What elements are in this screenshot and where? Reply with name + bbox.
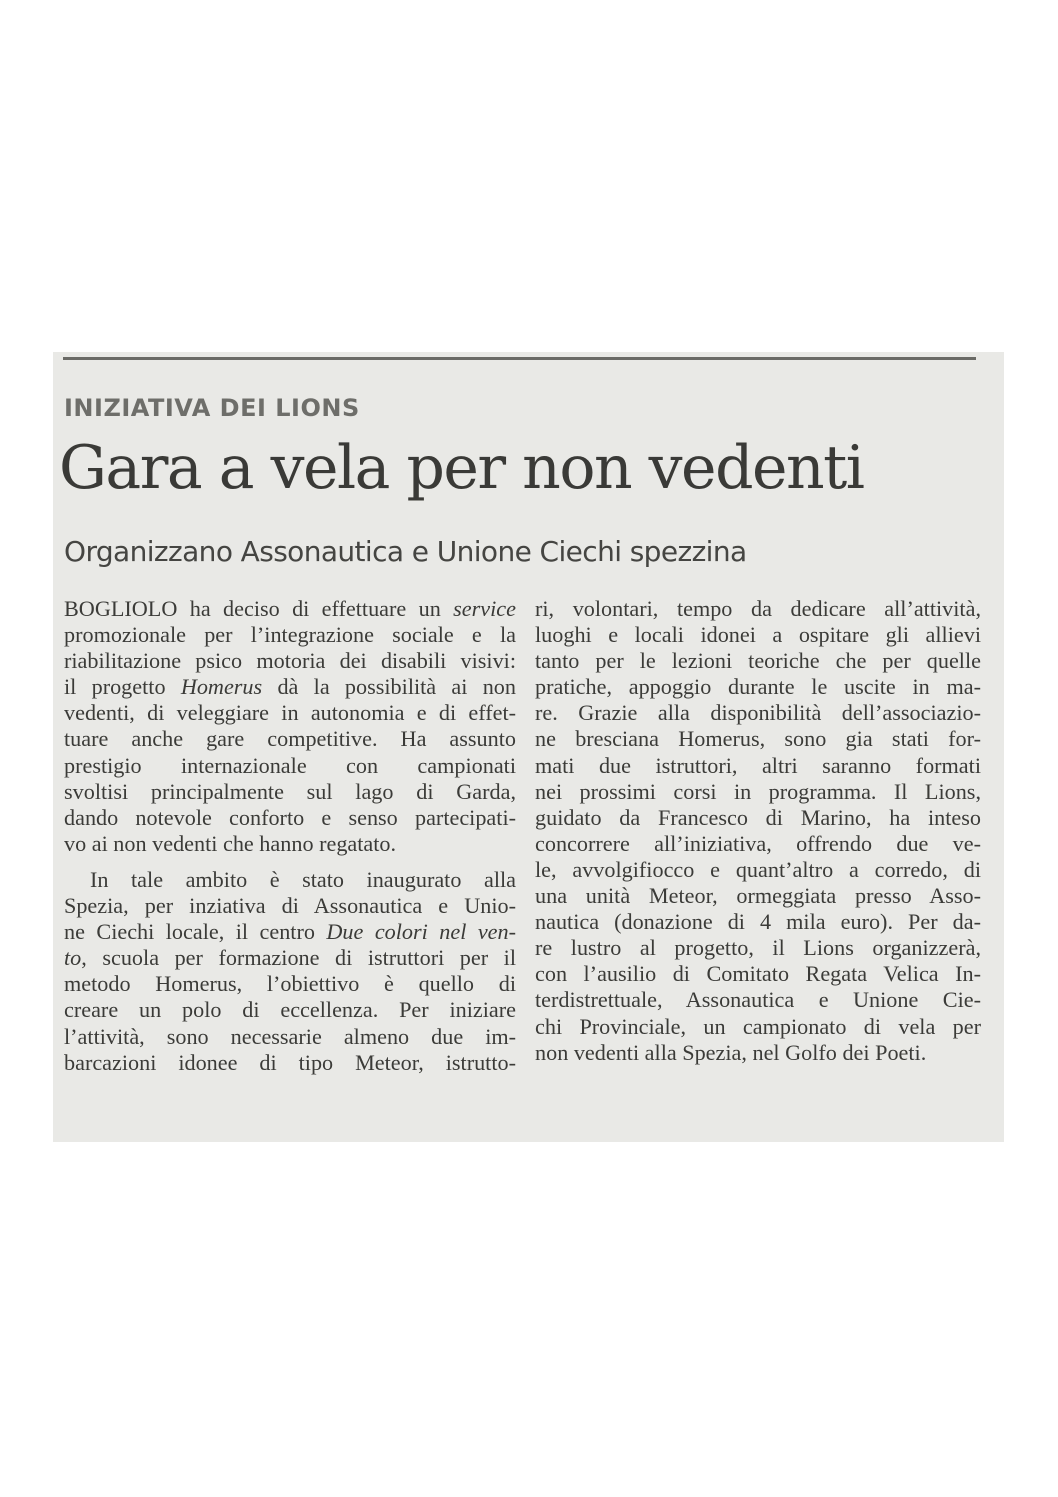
top-rule [63, 357, 976, 360]
text-line: vo ai non vedenti che hanno regatato. [64, 830, 397, 856]
column-right [535, 596, 981, 1066]
text-line: una unità Meteor, ormeggiata presso Asso- [535, 883, 981, 909]
text-line: tuare anche gare competitive. Ha assunto [64, 726, 516, 752]
text-line: In tale ambito è stato inaugurato alla [90, 866, 516, 892]
text-line: ri, volontari, tempo da dedicare all’attività, [535, 596, 981, 621]
text-line: tanto per le lezioni teoriche che per quelle [535, 648, 981, 674]
paragraph-1 [64, 596, 516, 857]
subhead: Organizzano Assonautica e Unione Ciechi spezzina [64, 535, 747, 568]
text-line: terdistrettuale, Assonautica e Unione Cie- [535, 987, 981, 1013]
text-line: guidato da Francesco di Marino, ha inteso [535, 804, 981, 830]
text-line: non vedenti alla Spezia, nel Golfo dei Poeti. [535, 1039, 927, 1065]
newspaper-clipping [53, 352, 1004, 1142]
text-line: l’attività, sono necessarie almeno due im- [64, 1023, 516, 1049]
text-line: mati due istruttori, altri saranno formati [535, 752, 981, 778]
text-line: barcazioni idonee di tipo Meteor, istrutto- [64, 1049, 516, 1075]
text-line: chi Provinciale, un campionato di vela per [535, 1013, 981, 1039]
text-line: BOGLIOLO ha deciso di effettuare un service [64, 596, 516, 621]
column-left [64, 596, 516, 1076]
text-line: re lustro al progetto, il Lions organizzerà, [535, 935, 981, 961]
headline: Gara a vela per non vedenti [59, 433, 864, 503]
text-line: concorrere all’iniziativa, offrendo due ve- [535, 830, 981, 856]
text-line: svoltisi principalmente sul lago di Garda, [64, 778, 516, 804]
text-line: promozionale per l’integrazione sociale e la [64, 622, 516, 648]
kicker: INIZIATIVA DEI LIONS [64, 394, 360, 422]
text-line: re. Grazie alla disponibilità dell’associazio- [535, 700, 981, 726]
text-line: nautica (donazione di 4 mila euro). Per da- [535, 909, 981, 935]
text-line: prestigio internazionale con campionati [64, 752, 516, 778]
text-line: con l’ausilio di Comitato Regata Velica In- [535, 961, 981, 987]
text-line: ne Ciechi locale, il centro Due colori nel ven- [64, 919, 516, 945]
text-line: ne bresciana Homerus, sono gia stati for- [535, 726, 981, 752]
text-line: nei prossimi corsi in programma. Il Lions, [535, 778, 981, 804]
text-line: riabilitazione psico motoria dei disabili visivi: [64, 648, 516, 674]
text-line: dando notevole conforto e senso partecipati- [64, 804, 516, 830]
text-line: Spezia, per inziativa di Assonautica e Unio- [64, 893, 516, 919]
text-line: creare un polo di eccellenza. Per iniziare [64, 997, 516, 1023]
paragraph-2 [64, 867, 516, 1076]
text-line: pratiche, appoggio durante le uscite in ma- [535, 674, 981, 700]
text-line: to, scuola per formazione di istruttori per il [64, 945, 516, 971]
text-line: vedenti, di veleggiare in autonomia e di effet- [64, 700, 516, 726]
text-line: metodo Homerus, l’obiettivo è quello di [64, 971, 516, 997]
text-line: il progetto Homerus dà la possibilità ai non [64, 674, 516, 700]
paragraph-3 [535, 596, 981, 1066]
text-line: le, avvolgifiocco e quant’altro a corredo, di [535, 856, 981, 882]
text-line: luoghi e locali idonei a ospitare gli allievi [535, 622, 981, 648]
